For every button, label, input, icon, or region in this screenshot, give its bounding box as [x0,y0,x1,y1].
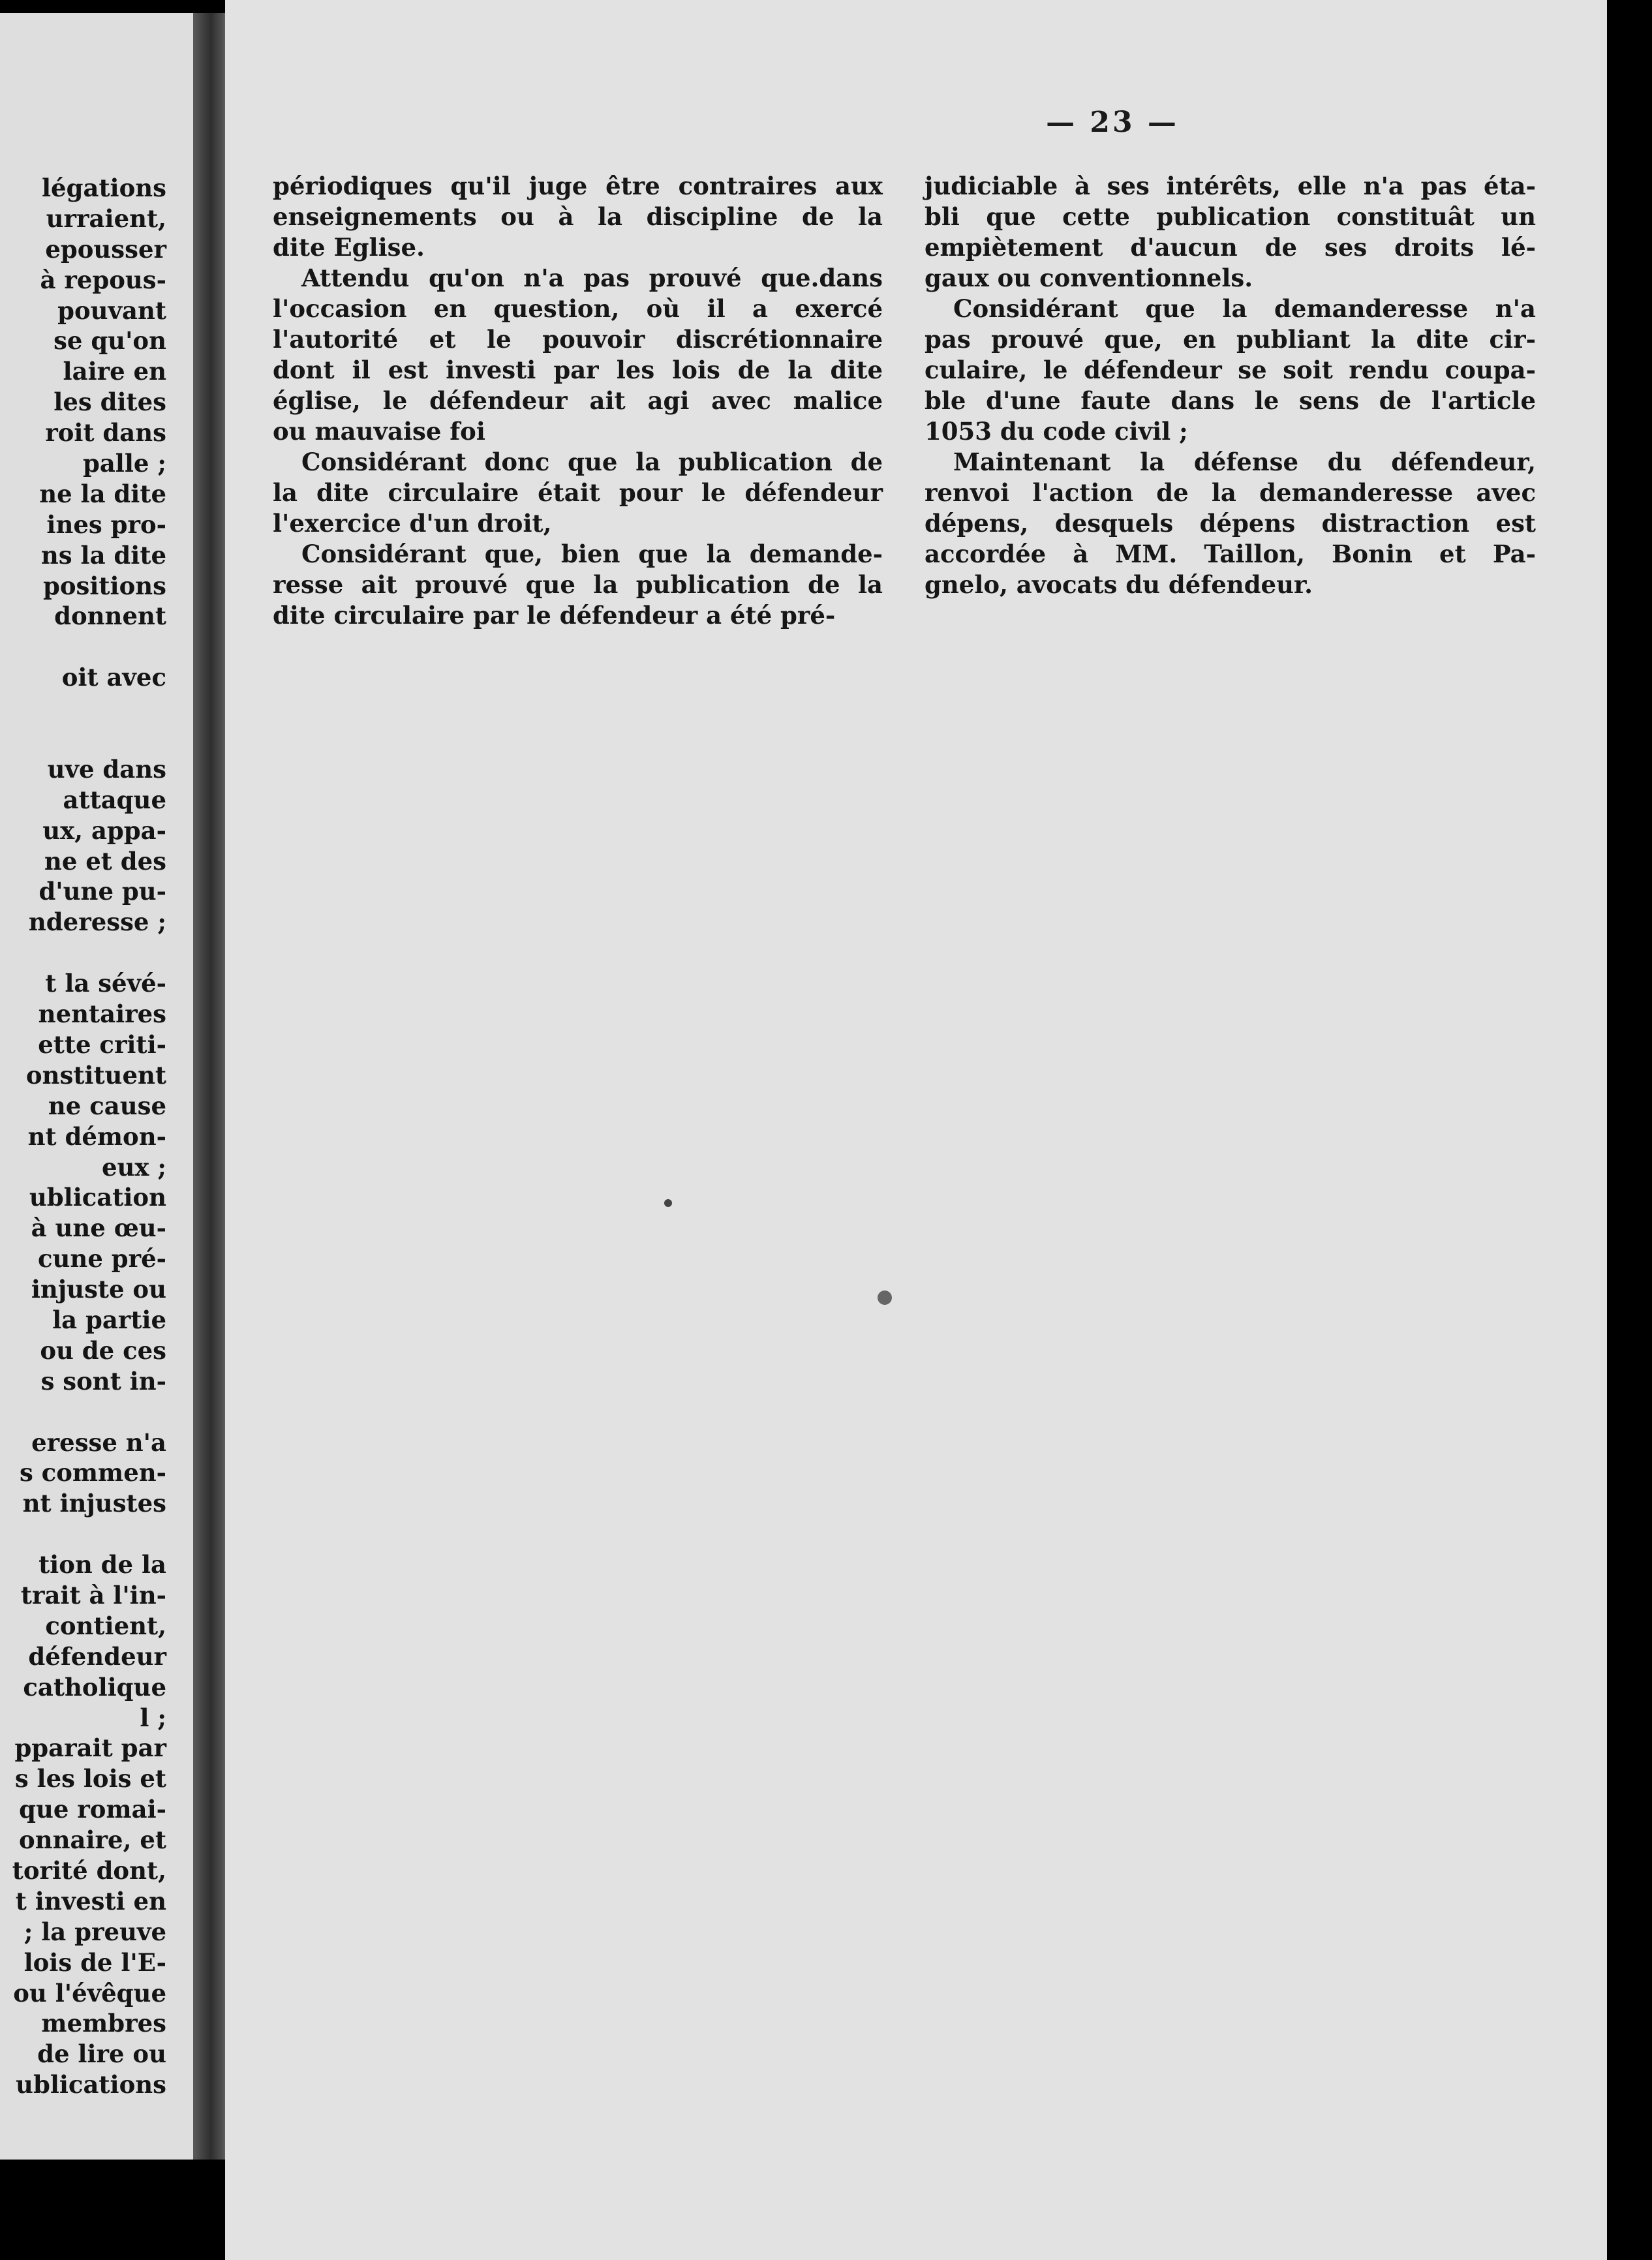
text-line: empiètement d'aucun de ses droits lé- [925,233,1536,262]
text-line: périodiques qu'il juge être contraires aux [273,172,883,200]
previous-page-line: oit avec [61,663,166,692]
paragraph [925,294,1536,447]
text-line: judiciable à ses intérêts, elle n'a pas éta- [925,172,1536,200]
previous-page-line: ou l'évêque [13,1978,166,2008]
previous-page-line: que romai- [19,1795,166,1824]
paragraph [273,263,883,447]
text-line: Maintenant la défense du défendeur, [953,448,1536,476]
text-line: 1053 du code civil ; [925,417,1188,446]
previous-page-line: se qu'on [54,326,166,356]
paragraph [273,539,883,631]
previous-page-line: ne cause [48,1091,166,1120]
previous-page-line [0,1519,166,1550]
previous-page-line: nt injustes [22,1489,166,1518]
previous-page-line: à repous- [40,265,166,294]
previous-page-line: ines pro- [46,510,166,539]
previous-page-line: ou de ces [40,1336,166,1365]
text-line: Considérant que la demanderesse n'a [953,294,1536,323]
right-column [925,171,1536,600]
text-line: dépens, desquels dépens distraction est [925,509,1536,538]
previous-page-line [0,693,166,724]
text-line: l'occasion en question, où il a exercé [273,294,883,323]
previous-page-line: membres [41,2009,166,2038]
previous-page-line: t investi en [15,1886,166,1916]
previous-page-line: urraient, [46,204,166,233]
previous-page-line: trait à l'in- [20,1580,166,1610]
previous-page-line: catholique [23,1672,166,1702]
previous-page-line: la partie [52,1305,166,1334]
previous-page-line: positions [43,571,166,600]
paragraph [925,447,1536,600]
previous-page-line: nderesse ; [28,908,166,937]
paragraph [273,171,883,263]
previous-page-line: ublication [29,1183,166,1212]
previous-page-line: onstituent [25,1060,166,1090]
text-line: culaire, le défendeur se soit rendu coupa- [925,356,1536,384]
text-line: renvoi l'action de la demanderesse avec [925,478,1536,507]
previous-page-line: pouvant [57,296,166,325]
previous-page-line: donnent [54,602,166,631]
text-line: Considérant que, bien que la demande- [301,540,883,568]
previous-page-line [0,938,166,968]
previous-page-line: roit dans [45,418,166,448]
text-line: dite circulaire par le défendeur a été pré- [273,601,836,630]
previous-page-line: s les lois et [14,1764,166,1794]
previous-page-line: ette criti- [38,1030,166,1059]
previous-page-line: cune pré- [37,1244,166,1274]
previous-page-line: défendeur [28,1642,166,1671]
previous-page-line: eresse n'a [31,1428,166,1457]
previous-page-line: nentaires [38,1000,166,1029]
previous-page-line: torité dont, [12,1855,166,1885]
previous-page-line: nt démon- [27,1122,166,1151]
previous-page-strip [0,13,196,2160]
previous-page-line: onnaire, et [19,1825,166,1855]
paragraph [273,447,883,539]
previous-page-line: l ; [140,1703,166,1732]
text-line: ou mauvaise foi [273,417,485,446]
text-line: ble d'une faute dans le sens de l'article [925,386,1536,415]
previous-page-line: ux, appa- [42,816,166,845]
paragraph [925,171,1536,294]
previous-page-line [0,1397,166,1428]
text-line: l'exercice d'un droit, [273,509,552,538]
text-line: gnelo, avocats du défendeur. [925,570,1313,599]
previous-page-line: s commen- [19,1458,166,1488]
text-line: dont il est investi par les lois de la dite [273,356,883,384]
text-line: enseignements ou à la discipline de la [273,202,883,231]
text-line: resse ait prouvé que la publication de la [273,570,883,599]
previous-page-line: contient, [45,1611,166,1640]
text-line: pas prouvé que, en publiant la dite cir- [925,325,1536,354]
previous-page-line: injuste ou [31,1275,166,1304]
previous-page-line: s sont in- [40,1366,166,1396]
text-line: église, le défendeur ait agi avec malice [273,386,883,415]
previous-page-line: de lire ou [37,2039,166,2069]
text-line: la dite circulaire était pour le défendeur [273,478,883,507]
previous-page-line: ne la dite [39,479,166,508]
previous-page-line: palle ; [82,449,166,478]
previous-page-line: uve dans [47,754,166,784]
previous-page-line [0,724,166,754]
ink-speck [878,1290,892,1305]
previous-page-line: ; la preuve [23,1917,166,1946]
previous-page-line: t la sévé- [45,969,166,998]
previous-page-line: légations [42,174,166,202]
text-line: Considérant donc que la publication de [301,448,883,476]
previous-page-text [0,173,166,2100]
previous-page-line: les dites [54,388,166,417]
previous-page-line: ublications [16,2070,166,2100]
previous-page-line: eux ; [101,1152,166,1182]
previous-page-line: d'une pu- [38,877,166,906]
previous-page-line: lois de l'E- [23,1947,166,1977]
previous-page-line: ne et des [44,846,166,876]
previous-page-line: attaque [63,785,166,814]
previous-page-line: pparait par [14,1733,166,1763]
text-line: l'autorité et le pouvoir discrétionnaire [273,325,883,354]
text-line: gaux ou conventionnels. [925,264,1253,292]
previous-page-line: ns la dite [40,540,166,570]
page-number: — 23 — [1046,106,1179,139]
text-line: dite Eglise. [273,233,425,262]
ink-speck [664,1199,672,1207]
text-line: Attendu qu'on n'a pas prouvé que.dans [301,264,883,292]
previous-page-line: laire en [63,357,166,386]
previous-page-line [0,632,166,662]
previous-page-line: tion de la [38,1550,166,1580]
text-line: accordée à MM. Taillon, Bonin et Pa- [925,540,1536,568]
previous-page-line: epousser [45,234,166,264]
left-column [273,171,883,631]
previous-page-line: à une œu- [31,1214,166,1243]
text-line: bli que cette publication constituât un [925,202,1536,231]
